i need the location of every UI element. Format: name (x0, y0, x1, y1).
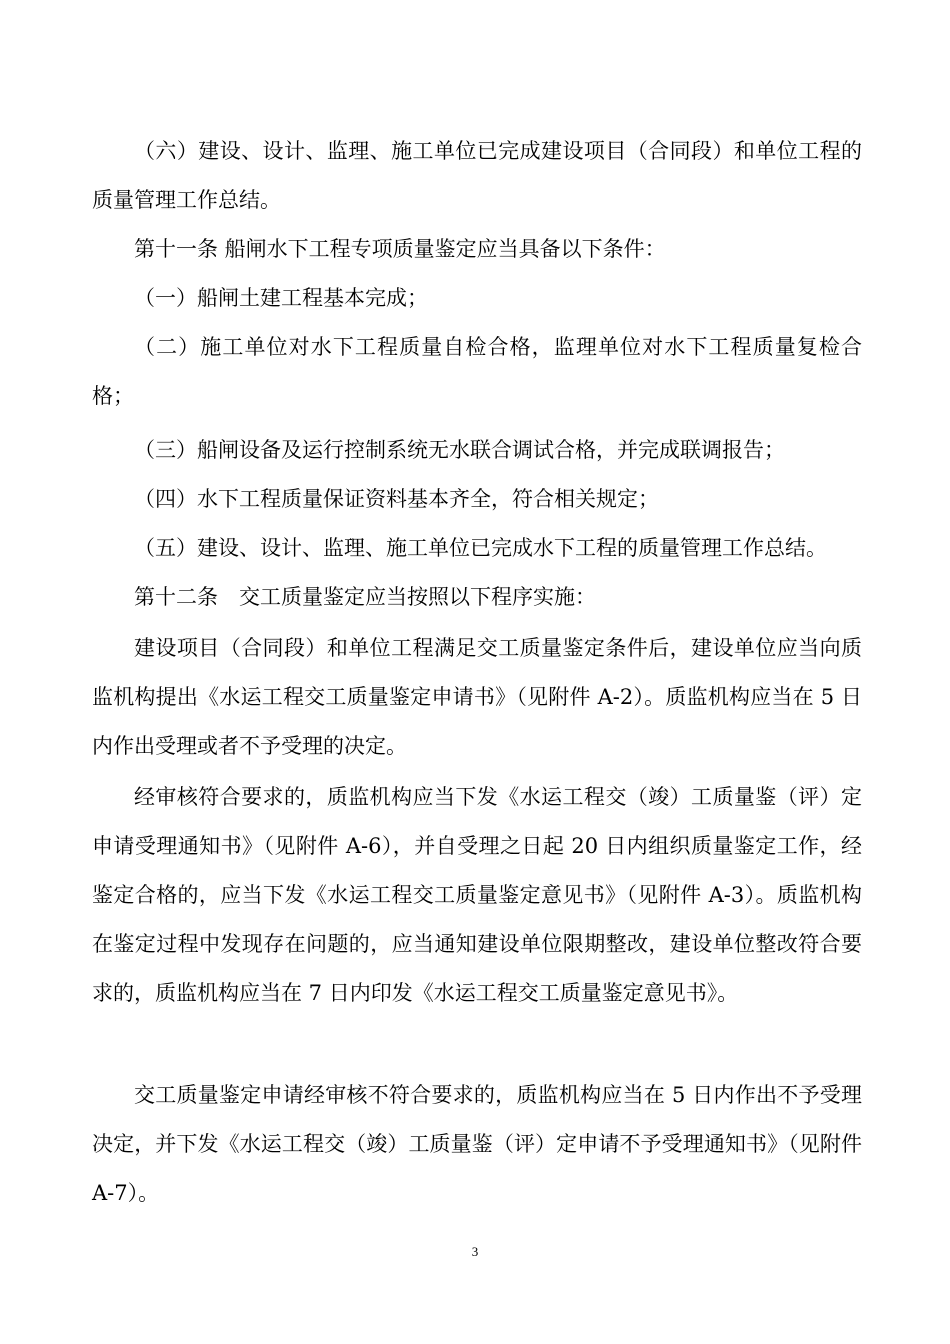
procedure-paragraph-rejection: 交工质量鉴定申请经审核不符合要求的，质监机构应当在 5 日内作出不予受理决定，并下发《水运工程交（竣）工质量鉴（评）定申请不予受理通知书》（见附件 A-7）。 (92, 1083, 862, 1205)
paragraph-item-6-summary: （六）建设、设计、监理、施工单位已完成建设项目（合同段）和单位工程的质量管理工作总结。 (92, 139, 862, 212)
condition-item-5: （五）建设、设计、监理、施工单位已完成水下工程的质量管理工作总结。 (134, 536, 827, 560)
article-11-heading: 第十一条 船闸水下工程专项质量鉴定应当具备以下条件： (134, 237, 666, 261)
condition-item-1: （一）船闸土建工程基本完成； (134, 286, 428, 310)
condition-item-3: （三）船闸设备及运行控制系统无水联合调试合格，并完成联调报告； (134, 438, 785, 462)
article-12-heading: 第十二条 交工质量鉴定应当按照以下程序实施： (134, 585, 596, 609)
procedure-paragraph-application: 建设项目（合同段）和单位工程满足交工质量鉴定条件后，建设单位应当向质监机构提出《水运工程交工质量鉴定申请书》（见附件 A-2）。质监机构应当在 5 日内作出受理或者不予受理的决定。 (92, 636, 862, 758)
procedure-paragraph-acceptance: 经审核符合要求的，质监机构应当下发《水运工程交（竣）工质量鉴（评）定申请受理通知书》（见附件 A-6），并自受理之日起 20 日内组织质量鉴定工作，经鉴定合格的，应当下发《水运工程交工质量鉴定意见书》（见附件 A-3）。质监机构在鉴定过程中发现存在问题的，应当通知建设单位限期整改，建设单位整改符合要求的，质监机构应当在 7 日内印发《水运工程交工质量鉴定意见书》。 (92, 785, 862, 1005)
condition-item-2: （二）施工单位对水下工程质量自检合格，监理单位对水下工程质量复检合格； (92, 335, 862, 408)
page-number: 3 (471, 1244, 479, 1259)
condition-item-4: （四）水下工程质量保证资料基本齐全，符合相关规定； (134, 487, 659, 511)
